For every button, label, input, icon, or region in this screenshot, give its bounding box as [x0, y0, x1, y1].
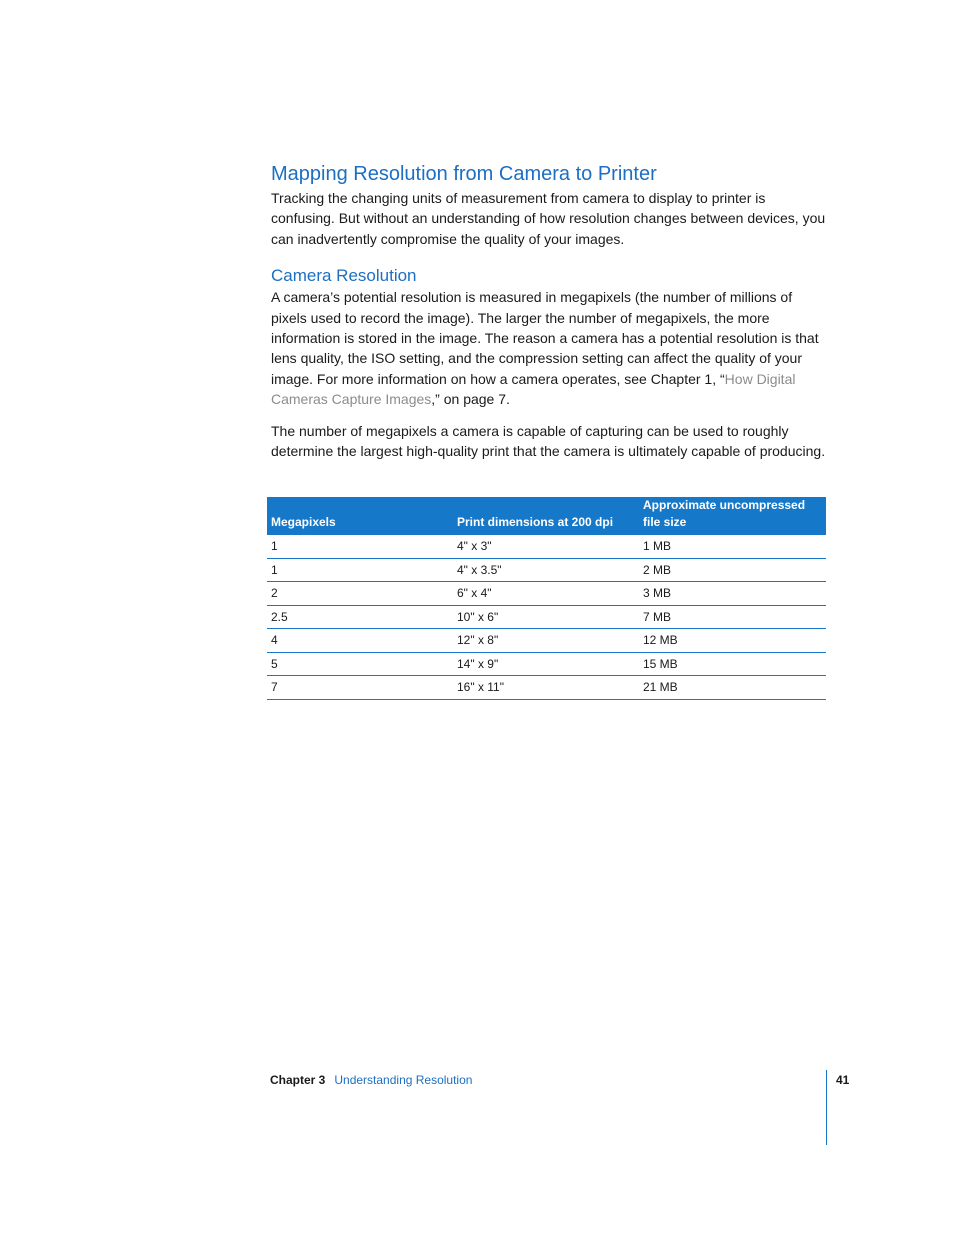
page-content: [271, 160, 826, 461]
table-row: [267, 629, 826, 653]
print-dimensions-cell: 14" x 9": [453, 652, 639, 676]
paragraph-text-end: ,” on page 7.: [431, 391, 510, 408]
table-row: [267, 535, 826, 558]
file-size-cell: 1 MB: [639, 535, 826, 558]
table-row: [267, 676, 826, 700]
print-dimensions-cell: 4" x 3": [453, 535, 639, 558]
print-dimensions-cell: 4" x 3.5": [453, 558, 639, 582]
print-dimensions-cell: 12" x 8": [453, 629, 639, 653]
page-number: 41: [836, 1073, 850, 1087]
print-dimensions-cell: 16" x 11": [453, 676, 639, 700]
section-title: Mapping Resolution from Camera to Printer: [271, 163, 657, 185]
table-row: [267, 605, 826, 629]
file-size-cell: 12 MB: [639, 629, 826, 653]
file-size-cell: 2 MB: [639, 558, 826, 582]
file-size-cell: 15 MB: [639, 652, 826, 676]
megapixels-cell: 7: [267, 676, 453, 700]
column-header-file-size: Approximate uncompressed file size: [639, 497, 826, 535]
print-dimensions-cell: 6" x 4": [453, 582, 639, 606]
print-dimensions-cell: 10" x 6": [453, 605, 639, 629]
megapixels-cell: 4: [267, 629, 453, 653]
megapixels-cell: 1: [267, 535, 453, 558]
megapixels-cell: 2.5: [267, 605, 453, 629]
file-size-cell: 21 MB: [639, 676, 826, 700]
table-row: [267, 558, 826, 582]
file-size-cell: 7 MB: [639, 605, 826, 629]
page-footer: [270, 1072, 472, 1089]
table-row: [267, 582, 826, 606]
footer-chapter-title-link[interactable]: Understanding Resolution: [334, 1073, 473, 1087]
megapixels-paragraph: The number of megapixels a camera is capable of capturing can be used to roughly determine the largest high-quality print that the camera is ultimately capable of producing.: [271, 422, 826, 460]
paragraph-text: A camera’s potential resolution is measured in megapixels (the number of millions of pixels used to record the image). The larger the number of megapixels, the more information is stored in the image. The reason a camera has a potential resolution is that lens quality, the ISO setting, and the compression setting can affect the quality of your image. For more information on how a camera operates, see Chapter 1, “: [271, 289, 819, 387]
table-header-row: [267, 497, 826, 535]
file-size-cell: 3 MB: [639, 582, 826, 606]
column-header-print-dimensions: Print dimensions at 200 dpi: [453, 497, 639, 535]
footer-divider: [826, 1070, 827, 1145]
table-row: [267, 652, 826, 676]
footer-chapter-number: Chapter 3: [270, 1073, 326, 1087]
camera-resolution-paragraph: [271, 287, 826, 409]
subsection-title: Camera Resolution: [271, 266, 417, 286]
megapixels-cell: 1: [267, 558, 453, 582]
megapixel-print-size-table: [267, 497, 826, 700]
megapixels-cell: 2: [267, 582, 453, 606]
column-header-megapixels: Megapixels: [267, 497, 453, 535]
megapixels-cell: 5: [267, 652, 453, 676]
chapter-cross-reference-link[interactable]: How Digital Cameras Capture Images: [271, 370, 796, 408]
intro-paragraph: Tracking the changing units of measurement from camera to display to printer is confusing. But without an understanding of how resolution changes between devices, you can inadvertently compromise the quality of your images.: [271, 190, 826, 247]
